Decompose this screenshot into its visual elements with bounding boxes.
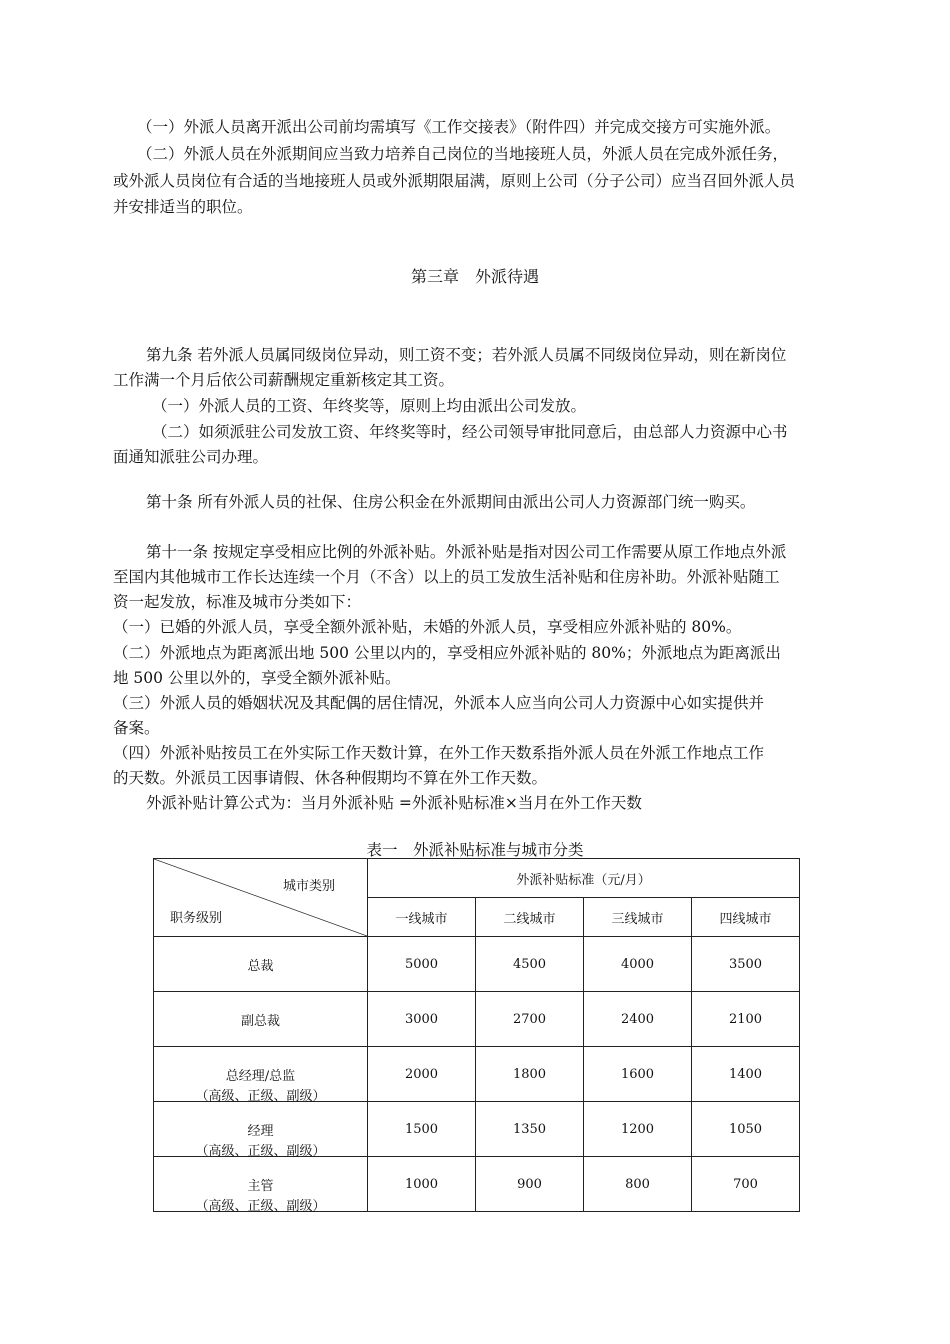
article-11-item4-cont: 的天数。外派员工因事请假、休各种假期均不算在外工作天数。 bbox=[113, 769, 548, 787]
article-9-item1: （一）外派人员的工资、年终奖等，原则上均由派出公司发放。 bbox=[152, 397, 587, 415]
article-11-cont1: 至国内其他城市工作长达连续一个月（不含）以上的员工发放生活补贴和住房补助。外派补贴随工 bbox=[113, 568, 780, 586]
article-10: 第十条 所有外派人员的社保、住房公积金在外派期间由派出公司人力资源部门统一购买。 bbox=[146, 493, 756, 511]
article-11-item1: （一）已婚的外派人员，享受全额外派补贴，未婚的外派人员，享受相应外派补贴的 80%。 bbox=[113, 618, 742, 636]
table-cell: 700 bbox=[692, 1157, 800, 1212]
table-cell: 3500 bbox=[692, 937, 800, 992]
allowance-formula: 外派补贴计算公式为：当月外派补贴 =外派补贴标准×当月在外工作天数 bbox=[146, 794, 642, 812]
table-row bbox=[154, 1102, 800, 1157]
article-11: 第十一条 按规定享受相应比例的外派补贴。外派补贴是指对因公司工作需要从原工作地点外派 bbox=[146, 543, 787, 561]
table-cell: 1200 bbox=[584, 1102, 692, 1157]
row-label-title: 主管 bbox=[247, 1178, 274, 1194]
paragraph-successor-cont1: 或外派人员岗位有合适的当地接班人员或外派期限届满，原则上公司（分子公司）应当召回外派人员 bbox=[113, 172, 796, 190]
table-cell: 5000 bbox=[368, 937, 476, 992]
table-cell: 2700 bbox=[476, 992, 584, 1047]
row-label-grades: （高级、正级、副级） bbox=[195, 1199, 326, 1214]
table-cell: 4500 bbox=[476, 937, 584, 992]
table-cell: 4000 bbox=[584, 937, 692, 992]
corner-position-label: 职务级别 bbox=[170, 911, 223, 926]
paragraph-successor: （二）外派人员在外派期间应当致力培养自己岗位的当地接班人员，外派人员在完成外派任务， bbox=[137, 145, 789, 163]
article-11-item3-cont: 备案。 bbox=[113, 719, 160, 737]
column-header: 三线城市 bbox=[584, 898, 692, 937]
article-11-item2: （二）外派地点为距离派出地 500 公里以内的，享受相应外派补贴的 80%；外派地点为距离派出 bbox=[113, 644, 781, 662]
row-label: 副总裁 bbox=[154, 992, 368, 1047]
chapter-title: 第三章 外派待遇 bbox=[410, 267, 539, 286]
row-label-grades: （高级、正级、副级） bbox=[195, 1144, 326, 1159]
paragraph-handover: （一）外派人员离开派出公司前均需填写《工作交接表》（附件四）并完成交接方可实施外派。 bbox=[137, 118, 781, 136]
allowance-table bbox=[153, 858, 800, 1212]
article-11-item2-cont: 地 500 公里以外的，享受全额外派补贴。 bbox=[113, 669, 401, 687]
article-11-item4: （四）外派补贴按员工在外实际工作天数计算，在外工作天数系指外派人员在外派工作地点工作 bbox=[113, 744, 765, 762]
table-row bbox=[154, 1047, 800, 1102]
table-cell: 1400 bbox=[692, 1047, 800, 1102]
table-cell: 3000 bbox=[368, 992, 476, 1047]
table-cell: 1000 bbox=[368, 1157, 476, 1212]
article-9-cont: 工作满一个月后依公司薪酬规定重新核定其工资。 bbox=[113, 371, 455, 389]
article-9: 第九条 若外派人员属同级岗位异动，则工资不变；若外派人员属不同级岗位异动，则在新岗位 bbox=[146, 346, 787, 364]
table-cell: 800 bbox=[584, 1157, 692, 1212]
table-cell: 1500 bbox=[368, 1102, 476, 1157]
column-header: 一线城市 bbox=[368, 898, 476, 937]
row-label-title: 经理 bbox=[247, 1123, 274, 1139]
article-11-cont2: 资一起发放，标准及城市分类如下： bbox=[113, 593, 362, 611]
column-header: 四线城市 bbox=[692, 898, 800, 937]
row-label: 总裁 bbox=[154, 937, 368, 992]
table-caption: 表一 外派补贴标准与城市分类 bbox=[366, 841, 584, 859]
table-cell: 1050 bbox=[692, 1102, 800, 1157]
table-cell: 900 bbox=[476, 1157, 584, 1212]
article-9-item2: （二）如须派驻公司发放工资、年终奖等时，经公司领导审批同意后，由总部人力资源中心书 bbox=[152, 423, 788, 441]
table-row bbox=[154, 1157, 800, 1212]
table-cell: 1350 bbox=[476, 1102, 584, 1157]
row-label bbox=[154, 1102, 368, 1157]
row-label bbox=[154, 1157, 368, 1212]
table-cell: 1800 bbox=[476, 1047, 584, 1102]
group-header: 外派补贴标准（元/月） bbox=[368, 859, 800, 898]
table-cell: 2100 bbox=[692, 992, 800, 1047]
article-9-item2-cont: 面通知派驻公司办理。 bbox=[113, 448, 269, 466]
table-cell: 1600 bbox=[584, 1047, 692, 1102]
paragraph-successor-cont2: 并安排适当的职位。 bbox=[113, 198, 253, 216]
article-11-item3: （三）外派人员的婚姻状况及其配偶的居住情况，外派本人应当向公司人力资源中心如实提供并 bbox=[113, 694, 765, 712]
table-row bbox=[154, 992, 800, 1047]
table-row bbox=[154, 937, 800, 992]
table-cell: 2400 bbox=[584, 992, 692, 1047]
corner-city-label: 城市类别 bbox=[282, 879, 335, 894]
column-header: 二线城市 bbox=[476, 898, 584, 937]
table-corner-cell bbox=[154, 859, 368, 937]
table-cell: 2000 bbox=[368, 1047, 476, 1102]
row-label bbox=[154, 1047, 368, 1102]
row-label-grades: （高级、正级、副级） bbox=[195, 1089, 326, 1104]
row-label-title: 总经理/总监 bbox=[225, 1068, 296, 1084]
